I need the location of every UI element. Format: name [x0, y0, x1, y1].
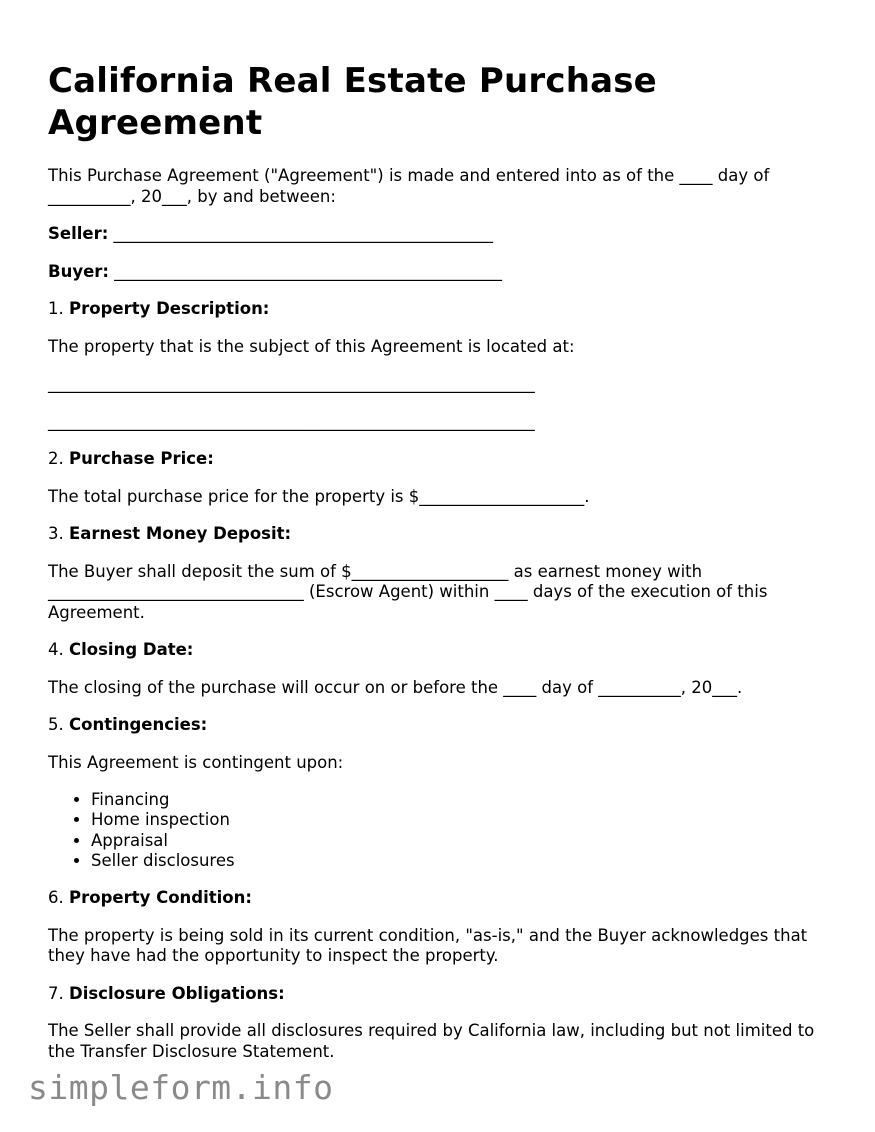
section-heading-earnest-money — [48, 524, 828, 545]
contingency-list — [48, 790, 828, 871]
watermark: simpleform.info — [28, 1068, 334, 1107]
section-heading-disclosure-obligations — [48, 984, 828, 1005]
section-number: 3. — [48, 524, 64, 543]
seller-blank: ______________________________________________ — [108, 224, 494, 243]
section-number: 6. — [48, 888, 64, 908]
list-item: • Home inspection — [91, 810, 828, 830]
section-heading-purchase-price — [48, 449, 828, 470]
seller-label: Seller: — [48, 224, 109, 243]
section-title: Closing Date: — [69, 640, 194, 659]
section-title: Purchase Price: — [69, 449, 214, 468]
intro-paragraph: This Purchase Agreement ("Agreement") is made and entered into as of the ____ day of __________, 20___, by and between: — [48, 166, 770, 206]
section-text: The property that is the subject of this Agreement is located at: — [48, 336, 575, 356]
list-item: • Seller disclosures — [91, 851, 828, 871]
buyer-label: Buyer: — [48, 261, 110, 281]
address-line-1: ___________________________________________________________ — [48, 374, 535, 393]
section-text: The closing of the purchase will occur on or before the ____ day of __________, 20___. — [48, 677, 743, 697]
section-text: The Seller shall provide all disclosures required by California law, including but not limited to the Transfer Disclosure Statement. — [48, 1021, 815, 1061]
section-heading-contingencies — [48, 715, 828, 736]
seller-field — [48, 224, 828, 245]
page-title: California Real Estate Purchase Agreement — [48, 61, 657, 143]
section-title: Earnest Money Deposit: — [69, 524, 292, 543]
list-item: • Financing — [91, 790, 828, 810]
section-number: 4. — [48, 640, 64, 659]
section-text: The total purchase price for the property is $____________________. — [48, 486, 590, 506]
section-number: 2. — [48, 449, 64, 468]
section-heading-closing-date — [48, 640, 828, 661]
section-text: This Agreement is contingent upon: — [48, 752, 344, 772]
list-item: • Appraisal — [91, 831, 828, 851]
address-line-2: ___________________________________________________________ — [48, 411, 535, 431]
section-number: 5. — [48, 715, 64, 734]
section-number: 1. — [48, 299, 64, 318]
buyer-blank: _______________________________________________ — [109, 261, 503, 281]
section-text: The Buyer shall deposit the sum of $___________________ as earnest money with _______________________________ (Escrow Agent) within ____ days of the execution of this Agreement. — [48, 561, 768, 622]
section-number: 7. — [48, 983, 64, 1003]
section-title: Property Condition: — [69, 888, 252, 908]
section-title: Property Description: — [69, 299, 270, 318]
section-text: The property is being sold in its current condition, "as-is," and the Buyer acknowledges that they have had the opportunity to inspect the property. — [48, 925, 808, 966]
section-title: Disclosure Obligations: — [69, 983, 285, 1003]
section-heading-property-description — [48, 299, 828, 320]
buyer-field — [48, 262, 828, 283]
section-heading-property-condition — [48, 888, 828, 909]
section-title: Contingencies: — [69, 715, 208, 734]
document-page — [48, 60, 828, 1079]
